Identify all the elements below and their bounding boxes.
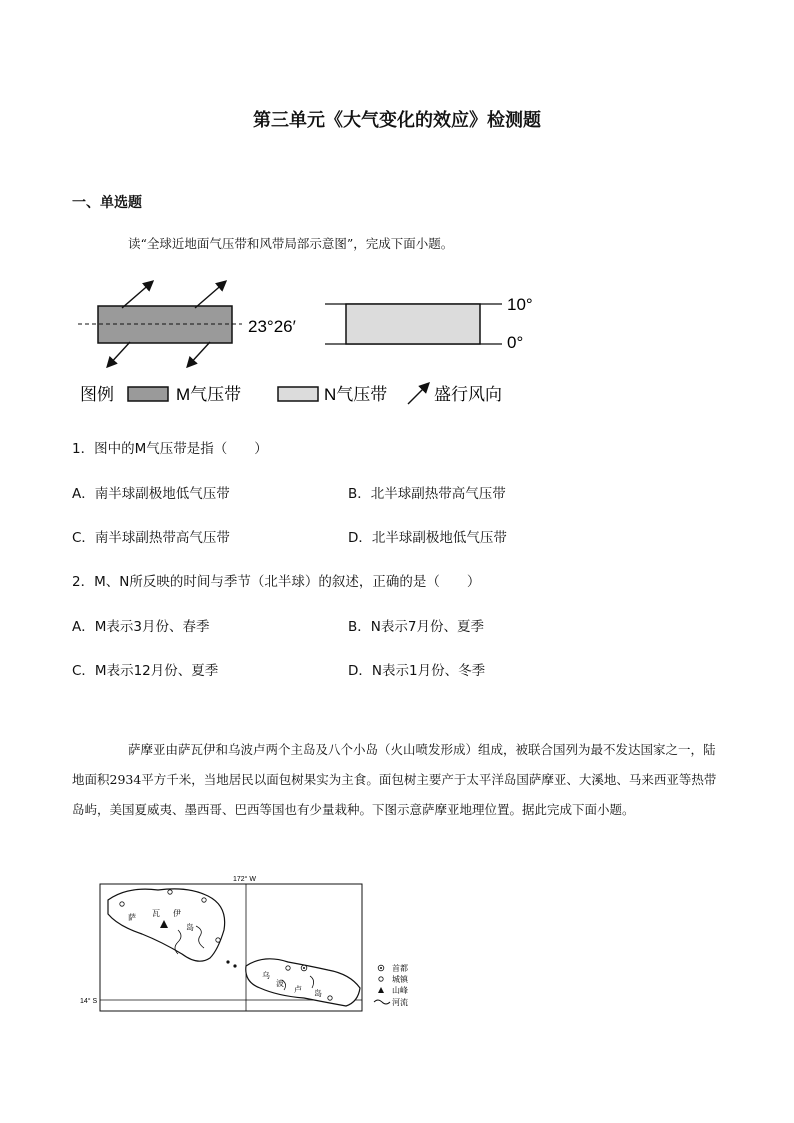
question-2-stem: 2．M、N所反映的时间与季节（北半球）的叙述，正确的是（ ） [72, 574, 481, 590]
question-1-stem: 1．图中的M气压带是指（ ） [72, 441, 268, 457]
n-pressure-belt [346, 304, 480, 344]
passage-text: 萨摩亚由萨瓦伊和乌波卢两个主岛及八个小岛（火山喷发形成）组成，被联合国列为最不发达国家之一，陆地面积2934平方千米，当地居民以面包树果实为主食。面包树主要产于太平洋岛国萨摩亚、大溪地、马来西亚等热带岛屿，美国夏威夷、墨西哥、巴西等国也有少量栽种。下图示意萨摩亚地理位置。据此完成下面小题。 [72, 742, 717, 817]
page-title: 第三单元《大气变化的效应》检测题 [253, 110, 541, 131]
question-1-option-a[interactable]: A．南半球副极地低气压带 [72, 486, 230, 502]
longitude-label: 172° W [233, 876, 257, 883]
legend-wind-label: 盛行风向 [434, 385, 502, 404]
legend-title: 图例 [80, 385, 114, 404]
latitude-label-tropic: 23°26′ [248, 317, 296, 336]
savaii-label-1: 萨 [128, 913, 136, 922]
question-1-option-c[interactable]: C．南半球副热带高气压带 [72, 530, 230, 546]
question-2-option-d[interactable]: D．N表示1月份、冬季 [348, 663, 486, 679]
upolu-label-2: 波 [276, 979, 284, 988]
pressure-belt-figure [70, 278, 533, 408]
upolu-label-4: 岛 [314, 989, 322, 998]
legend-capital: 首都 [392, 964, 408, 973]
wind-arrow-icon [195, 282, 225, 308]
latitude-label-0: 0° [507, 333, 524, 352]
question-2-option-c[interactable]: C．M表示12月份、夏季 [72, 663, 219, 679]
savaii-label-3: 伊 [173, 909, 181, 918]
upolu-label-1: 乌 [262, 971, 270, 980]
legend-peak-icon [378, 987, 384, 993]
town-marker [286, 966, 290, 970]
town-marker [120, 902, 124, 906]
town-marker [328, 996, 332, 1000]
savaii-label-4: 岛 [186, 923, 194, 932]
legend-river-icon [374, 1000, 390, 1004]
legend-town-icon [379, 977, 383, 981]
question-2-option-b[interactable]: B．N表示7月份、夏季 [348, 619, 484, 635]
legend-n-label: N气压带 [324, 385, 388, 404]
legend-river: 河流 [392, 998, 408, 1007]
question-1-option-b[interactable]: B．北半球副热带高气压带 [348, 486, 506, 502]
savaii-label-2: 瓦 [152, 909, 160, 918]
legend-m-label: M气压带 [176, 385, 242, 404]
wind-arrow-icon [188, 342, 210, 366]
legend-town: 城镇 [392, 975, 408, 984]
samoa-map [78, 870, 428, 1015]
latitude-label: 14° S [80, 998, 98, 1005]
latitude-label-10: 10° [507, 295, 533, 314]
town-marker [168, 890, 172, 894]
town-marker [202, 898, 206, 902]
legend-m-swatch [128, 387, 168, 401]
legend-n-swatch [278, 387, 318, 401]
question-1-option-d[interactable]: D．北半球副极地低气压带 [348, 530, 507, 546]
wind-arrow-icon [108, 342, 130, 366]
passage-samoa [72, 735, 724, 825]
legend-peak: 山峰 [392, 986, 408, 995]
question-intro: 读“全球近地面气压带和风带局部示意图”，完成下面小题。 [128, 236, 454, 251]
wind-arrow-icon [122, 282, 152, 308]
question-2-option-a[interactable]: A．M表示3月份、春季 [72, 619, 210, 635]
legend-wind-icon [408, 384, 428, 404]
upolu-label-3: 卢 [294, 985, 302, 994]
town-marker [216, 938, 220, 942]
section-heading: 一、单选题 [72, 195, 142, 211]
